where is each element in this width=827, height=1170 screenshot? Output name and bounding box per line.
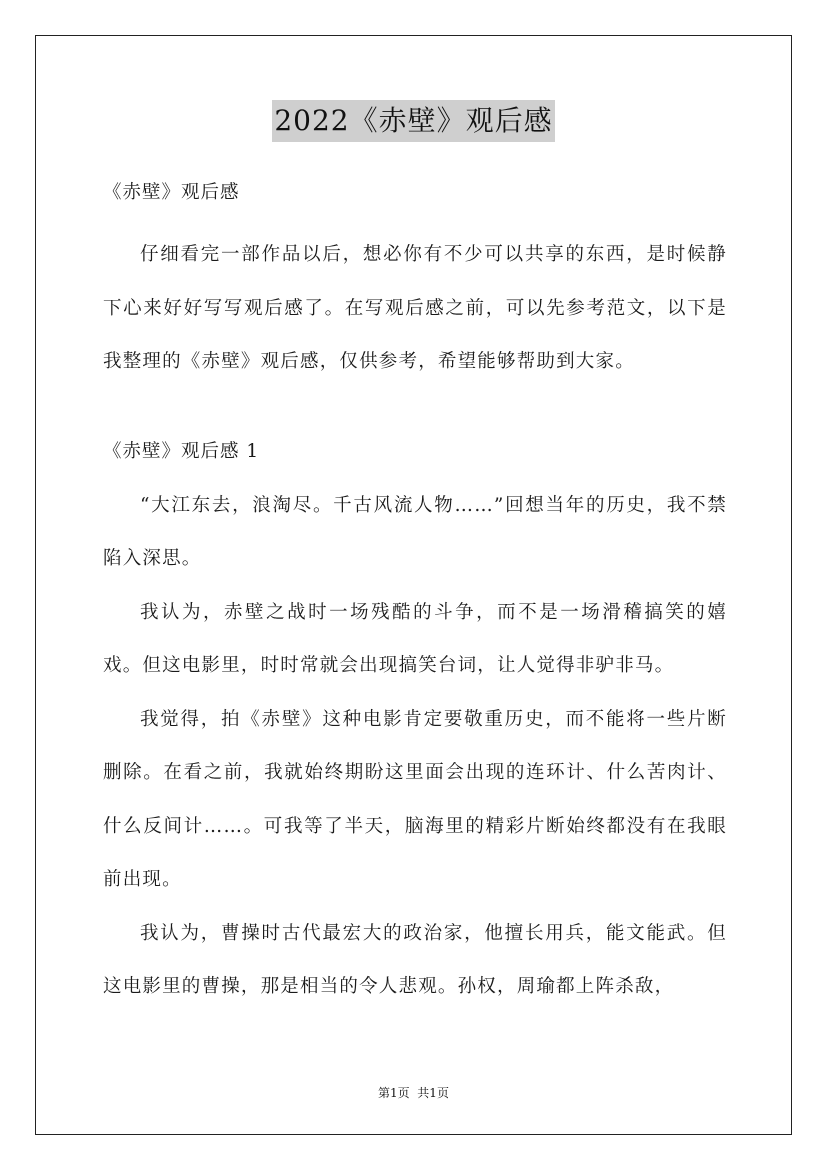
section-heading: 《赤壁》观后感 1 xyxy=(103,440,260,462)
intro-paragraph: 仔细看完一部作品以后，想必你有不少可以共享的东西，是时候静下心来好好写写观后感了。在写观后感之前，可以先参考范文，以下是我整理的《赤壁》观后感，仅供参考，希望能够帮助到大家。 xyxy=(103,244,727,372)
body-paragraph-4: 我认为，曹操时古代最宏大的政治家，他擅长用兵，能文能武。但这电影里的曹操，那是相当的令人悲观。孙权，周瑜都上阵杀敌， xyxy=(103,922,727,997)
body-paragraph-1: “大江东去，浪淘尽。千古风流人物……”回想当年的历史，我不禁陷入深思。 xyxy=(103,494,727,569)
document-title-block xyxy=(0,100,827,142)
document-body xyxy=(103,174,727,1014)
document-heading: 《赤壁》观后感 xyxy=(103,182,240,203)
body-paragraph-3: 我觉得，拍《赤壁》这种电影肯定要敬重历史，而不能将一些片断删除。在看之前，我就始终期盼这里面会出现的连环计、什么苦肉计、什么反间计……。可我等了半天，脑海里的精彩片断始终都没有在我眼前出现。 xyxy=(103,708,727,890)
document-title: 2022《赤壁》观后感 xyxy=(272,100,554,142)
page-number-footer: 第1页 共1页 xyxy=(378,1086,449,1100)
body-paragraph-2: 我认为，赤壁之战时一场残酷的斗争，而不是一场滑稽搞笑的嬉戏。但这电影里，时时常就会出现搞笑台词，让人觉得非驴非马。 xyxy=(103,601,727,676)
